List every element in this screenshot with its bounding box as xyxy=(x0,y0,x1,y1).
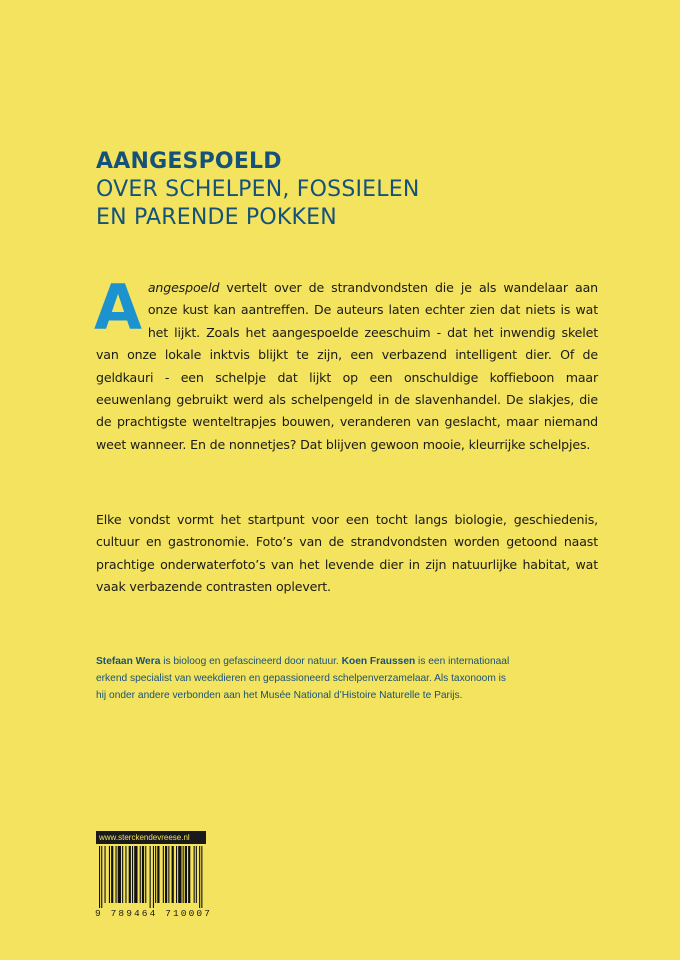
barcode-bar xyxy=(176,846,177,903)
barcode-bar xyxy=(172,846,174,903)
author-name-2: Koen Fraussen xyxy=(341,656,416,667)
barcode-bar xyxy=(185,846,187,903)
barcode-bar xyxy=(183,846,184,903)
barcode-bar xyxy=(99,846,100,908)
subtitle-line-1: OVER SCHELPEN, FOSSIELEN xyxy=(96,177,420,202)
barcode-bar xyxy=(196,846,197,903)
drop-cap: A xyxy=(94,271,142,344)
barcode-bar xyxy=(122,846,123,903)
barcode-bar xyxy=(142,846,144,903)
barcode-bar xyxy=(145,846,146,903)
book-title xyxy=(96,148,420,232)
barcode-bar xyxy=(163,846,164,903)
barcode-bar xyxy=(132,846,133,903)
barcode-bar xyxy=(150,846,151,908)
barcode-bar xyxy=(201,846,202,908)
barcode-bar xyxy=(157,846,159,903)
isbn-number: 9 789464 710007 xyxy=(95,908,213,919)
barcode-bar xyxy=(105,846,106,903)
barcode-block xyxy=(95,831,213,919)
barcode-bar xyxy=(101,846,102,908)
barcode-bar xyxy=(116,846,117,903)
barcode-bar xyxy=(134,846,137,903)
barcode-bar xyxy=(155,846,156,903)
barcode-bar xyxy=(178,846,181,903)
author-name-1: Stefaan Wera xyxy=(96,656,161,667)
barcode-bar xyxy=(153,846,154,908)
intro-italic-word: angespoeld xyxy=(147,280,220,295)
barcode-bar xyxy=(118,846,121,903)
barcode-bar xyxy=(129,846,131,903)
author-bio xyxy=(96,653,516,704)
intro-paragraph xyxy=(94,271,598,456)
barcode-bar xyxy=(168,846,169,903)
title-main: AANGESPOELD xyxy=(96,149,282,174)
subtitle-line-2: EN PARENDE POKKEN xyxy=(96,205,337,230)
barcode-bar xyxy=(165,846,167,903)
second-paragraph: Elke vondst vormt het startpunt voor een tocht langs biologie, geschiedenis, cultuur en gastronomie. Foto’s van de strandvondsten worden getoond naast prachtige onderwaterfoto’s van het levende dier in zijn natuurlijke habitat, wat vaak verbazende contrasten oplevert. xyxy=(96,512,598,595)
barcode-bar xyxy=(125,846,126,903)
intro-text: vertelt over de strandvondsten die je als wandelaar aan onze kust kan aantreffen. De auteurs laten echter zien dat niets is wat het lijkt. Zoals het aangespoelde zeeschuim - dat het inwendig skelet van onze lokale inktvis blijkt te zijn, een verbazend intelligent dier. Of de geldkauri - een schelpje dat lijkt op een onschuldige koffieboon maar eeuwenlang gebruikt werd als schelpengeld in de slavenhandel. De slakjes, die de prachtigste wenteltrapjes bouwen, veranderen van geslacht, maar niemand weet wanneer. En de nonnetjes? Dat blijven gewoon mooie, kleurrijke schelpjes. xyxy=(96,280,598,452)
barcode-bar xyxy=(194,846,195,903)
barcode-bar xyxy=(199,846,200,908)
publisher-url: www.sterckendevreese.nl xyxy=(96,831,206,844)
barcode-bar xyxy=(111,846,113,903)
author-bio-2: is een internationaal erkend specialist van weekdieren en gepassioneerd schelpenverzamelaar. Als taxonoom is hij onder andere verbonden aan het Musée National d’Histoire Naturelle te Parijs. xyxy=(96,656,510,701)
barcode-bar xyxy=(109,846,110,903)
barcode-bar xyxy=(140,846,141,903)
barcode-bar xyxy=(188,846,190,903)
barcode-icon xyxy=(95,846,207,908)
author-bio-1: is bioloog en gefascineerd door natuur. xyxy=(160,656,342,667)
